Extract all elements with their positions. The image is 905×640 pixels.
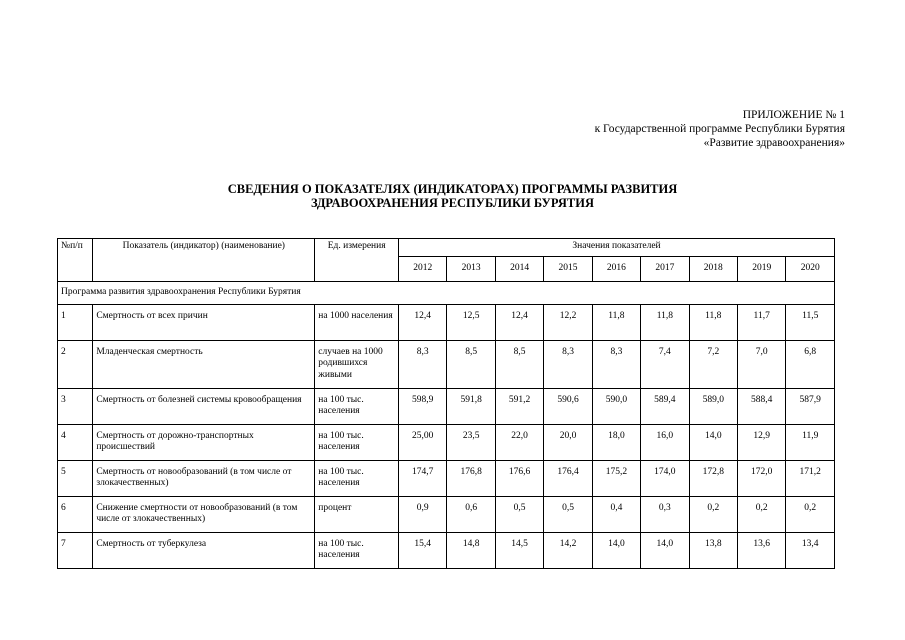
- row-value: 18,0: [592, 424, 640, 460]
- row-indicator: Смертность от дорожно-транспортных происшествий: [93, 424, 315, 460]
- row-unit: на 100 тыс. населения: [315, 388, 399, 424]
- row-value: 176,8: [447, 460, 495, 496]
- row-num: 2: [58, 340, 93, 388]
- row-value: 0,2: [689, 496, 737, 532]
- row-value: 0,2: [786, 496, 835, 532]
- row-value: 14,0: [592, 532, 640, 568]
- appendix-line-3: «Развитие здравоохранения»: [703, 137, 845, 149]
- row-value: 175,2: [592, 460, 640, 496]
- row-value: 0,9: [399, 496, 447, 532]
- year-header: 2012: [399, 257, 447, 282]
- row-value: 588,4: [737, 388, 785, 424]
- row-indicator: Смертность от новообразований (в том числе от злокачественных): [93, 460, 315, 496]
- row-value: 14,2: [544, 532, 592, 568]
- year-header: 2017: [641, 257, 689, 282]
- row-value: 8,5: [495, 340, 543, 388]
- row-value: 7,0: [737, 340, 785, 388]
- document-title-line-1: СВЕДЕНИЯ О ПОКАЗАТЕЛЯХ (ИНДИКАТОРАХ) ПРОГРАММЫ РАЗВИТИЯ: [227, 182, 678, 196]
- row-value: 7,4: [641, 340, 689, 388]
- row-value: 0,3: [641, 496, 689, 532]
- row-value: 11,7: [737, 304, 785, 340]
- row-value: 171,2: [786, 460, 835, 496]
- year-header: 2015: [544, 257, 592, 282]
- header-values: Значения показателей: [399, 239, 835, 257]
- row-indicator: Смертность от болезней системы кровообращения: [93, 388, 315, 424]
- appendix-line-1: ПРИЛОЖЕНИЕ № 1: [742, 109, 845, 121]
- document-title: [0, 182, 905, 210]
- table-row: [58, 424, 835, 460]
- row-value: 12,4: [495, 304, 543, 340]
- row-value: 12,9: [737, 424, 785, 460]
- row-value: 591,2: [495, 388, 543, 424]
- row-value: 589,4: [641, 388, 689, 424]
- row-value: 176,6: [495, 460, 543, 496]
- year-header: 2013: [447, 257, 495, 282]
- row-unit: на 100 тыс. населения: [315, 460, 399, 496]
- header-unit: Ед. измерения: [315, 239, 399, 282]
- header-row: [58, 239, 835, 257]
- year-header: 2018: [689, 257, 737, 282]
- row-value: 7,2: [689, 340, 737, 388]
- row-indicator: Снижение смертности от новообразований (в том числе от злокачественных): [93, 496, 315, 532]
- row-value: 0,5: [495, 496, 543, 532]
- table-row: [58, 496, 835, 532]
- row-value: 11,5: [786, 304, 835, 340]
- row-value: 591,8: [447, 388, 495, 424]
- row-unit: случаев на 1000 родившихся живыми: [315, 340, 399, 388]
- section-title: Программа развития здравоохранения Республики Бурятия: [58, 282, 835, 305]
- row-value: 11,8: [641, 304, 689, 340]
- row-value: 172,0: [737, 460, 785, 496]
- year-header: 2020: [786, 257, 835, 282]
- row-value: 16,0: [641, 424, 689, 460]
- row-value: 23,5: [447, 424, 495, 460]
- row-value: 0,2: [737, 496, 785, 532]
- row-value: 174,7: [399, 460, 447, 496]
- row-value: 14,8: [447, 532, 495, 568]
- row-value: 13,6: [737, 532, 785, 568]
- row-value: 8,5: [447, 340, 495, 388]
- row-num: 4: [58, 424, 93, 460]
- row-value: 0,5: [544, 496, 592, 532]
- row-num: 1: [58, 304, 93, 340]
- row-value: 22,0: [495, 424, 543, 460]
- row-value: 172,8: [689, 460, 737, 496]
- row-value: 590,6: [544, 388, 592, 424]
- row-value: 8,3: [592, 340, 640, 388]
- row-value: 12,2: [544, 304, 592, 340]
- year-header: 2019: [737, 257, 785, 282]
- year-header: 2014: [495, 257, 543, 282]
- row-indicator: Смертность от всех причин: [93, 304, 315, 340]
- row-value: 14,0: [689, 424, 737, 460]
- table-row: [58, 460, 835, 496]
- indicators-table: [57, 238, 835, 569]
- table-row: [58, 532, 835, 568]
- row-indicator: Смертность от туберкулеза: [93, 532, 315, 568]
- row-unit: на 100 тыс. населения: [315, 532, 399, 568]
- appendix-line-2: к Государственной программе Республики Бурятия: [594, 123, 845, 135]
- table-row: [58, 340, 835, 388]
- header-indicator: Показатель (индикатор) (наименование): [93, 239, 315, 282]
- row-value: 590,0: [592, 388, 640, 424]
- row-value: 589,0: [689, 388, 737, 424]
- row-value: 20,0: [544, 424, 592, 460]
- row-unit: на 100 тыс. населения: [315, 424, 399, 460]
- row-value: 12,5: [447, 304, 495, 340]
- row-unit: процент: [315, 496, 399, 532]
- row-value: 0,6: [447, 496, 495, 532]
- header-num: №п/п: [58, 239, 93, 282]
- row-unit: на 1000 населения: [315, 304, 399, 340]
- row-value: 8,3: [544, 340, 592, 388]
- row-value: 11,9: [786, 424, 835, 460]
- appendix-note: [595, 108, 845, 150]
- row-value: 176,4: [544, 460, 592, 496]
- row-value: 587,9: [786, 388, 835, 424]
- row-num: 3: [58, 388, 93, 424]
- table-row: [58, 304, 835, 340]
- row-value: 11,8: [592, 304, 640, 340]
- row-num: 7: [58, 532, 93, 568]
- row-num: 6: [58, 496, 93, 532]
- row-value: 8,3: [399, 340, 447, 388]
- row-num: 5: [58, 460, 93, 496]
- row-value: 0,4: [592, 496, 640, 532]
- row-indicator: Младенческая смертность: [93, 340, 315, 388]
- row-value: 13,4: [786, 532, 835, 568]
- row-value: 13,8: [689, 532, 737, 568]
- row-value: 14,5: [495, 532, 543, 568]
- year-header: 2016: [592, 257, 640, 282]
- row-value: 11,8: [689, 304, 737, 340]
- row-value: 598,9: [399, 388, 447, 424]
- row-value: 25,00: [399, 424, 447, 460]
- row-value: 12,4: [399, 304, 447, 340]
- section-row: [58, 282, 835, 305]
- row-value: 14,0: [641, 532, 689, 568]
- row-value: 174,0: [641, 460, 689, 496]
- document-title-line-2: ЗДРАВООХРАНЕНИЯ РЕСПУБЛИКИ БУРЯТИЯ: [311, 196, 594, 210]
- table-row: [58, 388, 835, 424]
- row-value: 15,4: [399, 532, 447, 568]
- row-value: 6,8: [786, 340, 835, 388]
